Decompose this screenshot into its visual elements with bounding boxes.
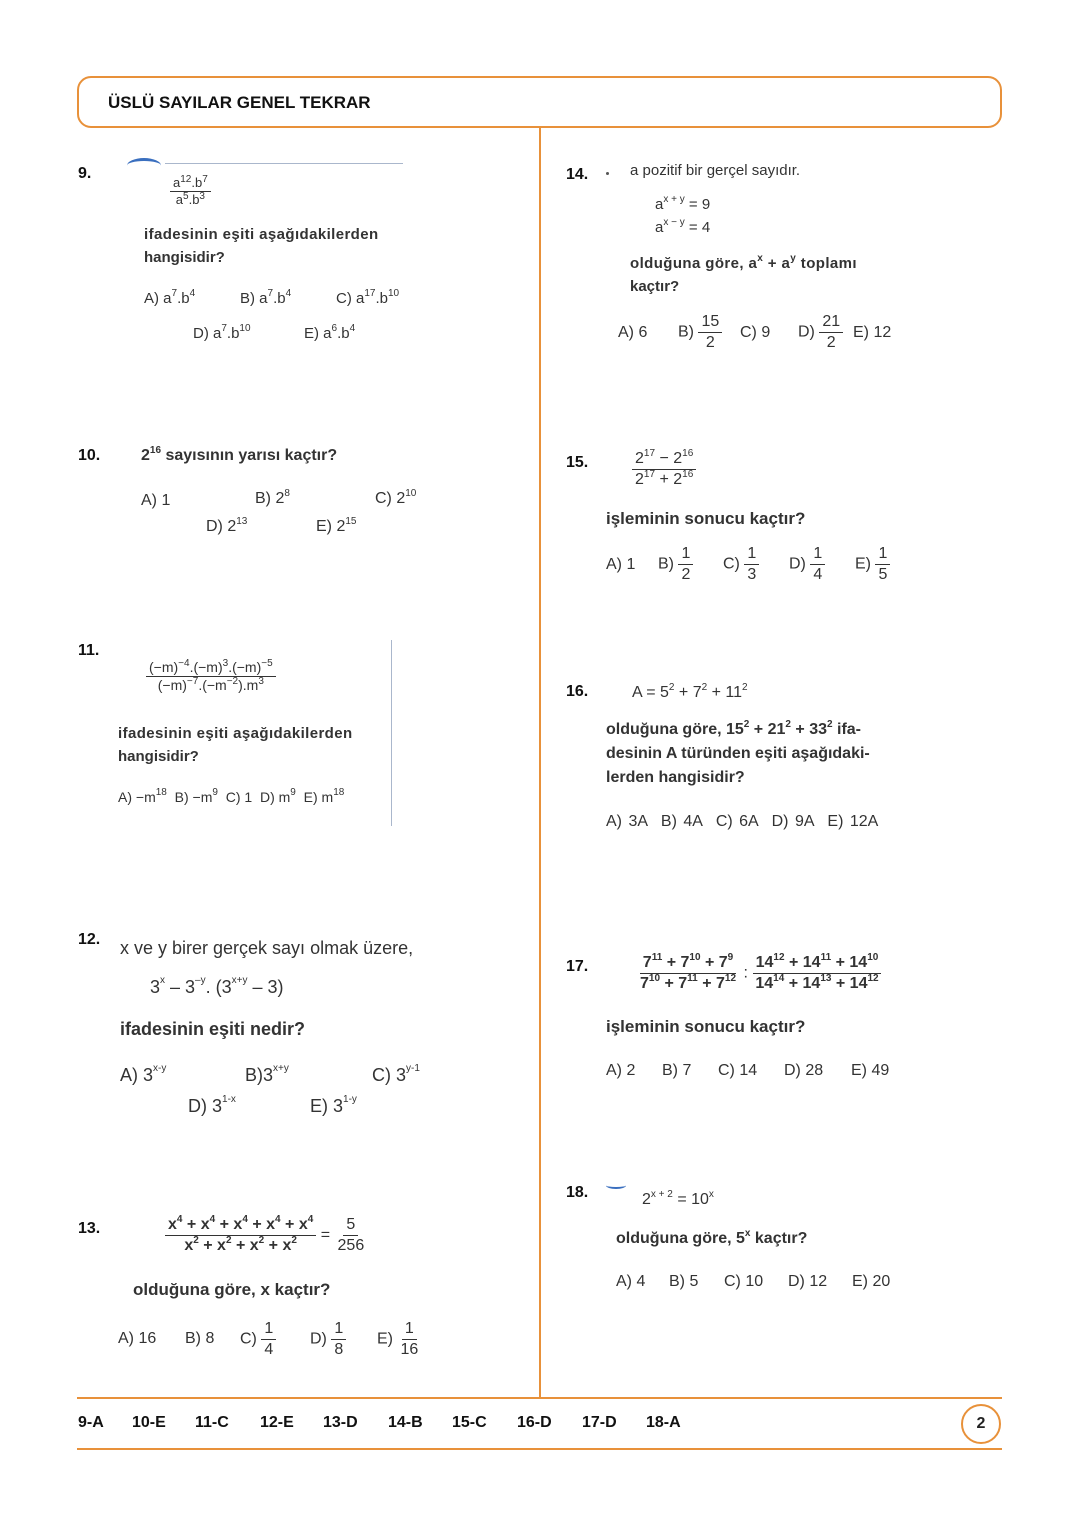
- q10-option-b[interactable]: B) $2^8$: [255, 488, 290, 507]
- q16-text3: lerden hangisidir?: [606, 769, 745, 786]
- bullet-dot: [606, 172, 609, 175]
- decorative-line: [165, 163, 403, 164]
- q9-option-d[interactable]: D) $a^7.b^{10}$: [193, 323, 251, 342]
- q9-option-e[interactable]: E) $a^6.b^4$: [304, 323, 356, 342]
- q13-expression: $\frac{x^4 + x^4 + x^4 + x^4 + x^4}{x^2 + x^2 + x^2 + x^2}$ = $\frac{5}{256}$: [165, 1216, 367, 1254]
- q15-option-a[interactable]: A) 1: [606, 556, 636, 573]
- answer-key-item: 12-E: [260, 1414, 294, 1431]
- q14-eq1: $a^{x + y} = 9$: [655, 194, 711, 213]
- q17-number: 17.: [566, 958, 589, 975]
- q12-option-d[interactable]: D) 3$^{1-x}$: [188, 1094, 236, 1116]
- q13-rhs-den: 256: [337, 1236, 365, 1254]
- answer-key-item: 17-D: [582, 1414, 617, 1431]
- q13-option-d[interactable]: D) $\frac{1}{8}$: [310, 1320, 346, 1358]
- q10-text: $2^{16}$ sayısının yarısı kaçtır?: [141, 445, 338, 464]
- q12-expression: $3^x - 3^{-y}$. $(3^{x+y} - 3)$: [150, 975, 284, 997]
- q11-option-c[interactable]: C) 1: [225, 789, 253, 805]
- answer-key-item: 9-A: [78, 1414, 104, 1431]
- q9-option-b[interactable]: B) $a^7.b^4$: [240, 288, 292, 307]
- q16-option-a[interactable]: A) 3A: [606, 813, 649, 830]
- q9-option-c[interactable]: C) $a^{17}.b^{10}$: [336, 288, 400, 307]
- q10-option-a[interactable]: A) 1: [141, 492, 171, 509]
- answer-key-item: 16-D: [517, 1414, 552, 1431]
- answer-key-item: 14-B: [388, 1414, 423, 1431]
- q14-question2: kaçtır?: [630, 278, 680, 295]
- q18-option-e[interactable]: E) 20: [852, 1273, 891, 1290]
- q17-option-e[interactable]: E) 49: [851, 1062, 890, 1079]
- q15-option-b[interactable]: B) $\frac{1}{2}$: [658, 545, 693, 583]
- q10-option-c[interactable]: C) $2^{10}$: [375, 488, 417, 507]
- page-number: 2: [961, 1404, 1001, 1444]
- q18-option-d[interactable]: D) 12: [788, 1273, 828, 1290]
- q16-option-d[interactable]: D) 9A: [771, 813, 815, 830]
- q11-number: 11.: [78, 642, 100, 659]
- q13-option-a[interactable]: A) 16: [118, 1330, 157, 1347]
- q18-number: 18.: [566, 1184, 589, 1201]
- q18-question: olduğuna göre, 5$^x$ kaçtır?: [616, 1228, 808, 1247]
- answer-key-item: 15-C: [452, 1414, 487, 1431]
- q9-option-a[interactable]: A) $a^7.b^4$: [144, 288, 196, 307]
- q11-option-e[interactable]: E) $m^{18}$: [303, 787, 345, 805]
- q11-option-d[interactable]: D) $m^9$: [259, 787, 296, 805]
- q16-eq: $A = 5^2 + 7^2 + 11^2$: [632, 682, 748, 701]
- q11-text2: hangisidir?: [118, 748, 199, 765]
- q18-option-a[interactable]: A) 4: [616, 1273, 646, 1290]
- q12-option-c[interactable]: C) 3$^{y-1}$: [372, 1063, 420, 1085]
- q18-option-b[interactable]: B) 5: [669, 1273, 699, 1290]
- q17-option-a[interactable]: A) 2: [606, 1062, 636, 1079]
- q17-expression: $\frac{7^{11} + 7^{10} + 7^9}{7^{10} + 7^{11} + 7^{12}}$ : $\frac{14^{12} + 14^{11} + 14^{10}}{14^{14} + 14^{13} + 14^{12}}$: [637, 954, 882, 992]
- q11-option-b[interactable]: $B) -m^9$: [174, 787, 218, 805]
- decorative-line: [391, 640, 392, 826]
- q17-option-c[interactable]: C) 14: [718, 1062, 758, 1079]
- q14-option-c[interactable]: C) 9: [740, 324, 771, 341]
- q14-eq2: $a^{x - y} = 4$: [655, 217, 711, 236]
- q16-option-b[interactable]: B) 4A: [660, 813, 703, 830]
- decorative-arc: [606, 1182, 626, 1189]
- q11-option-a[interactable]: $A) -m^{18}$: [118, 787, 167, 805]
- q13-option-e[interactable]: E) $\frac{1}{16}$: [377, 1320, 419, 1358]
- q11-options: [118, 789, 344, 805]
- q17-option-b[interactable]: B) 7: [662, 1062, 692, 1079]
- q15-option-c[interactable]: C) $\frac{1}{3}$: [723, 545, 759, 583]
- q12-number: 12.: [78, 931, 101, 948]
- q16-text1: olduğuna göre, $15^2 + 21^2 + 33^2$ ifa-: [606, 719, 861, 738]
- q9-text1: ifadesinin eşiti aşağıdakilerden: [144, 226, 379, 243]
- q14-question1: olduğuna göre, $a^x + a^y$ toplamı: [630, 253, 857, 272]
- q16-text2: desinin A türünden eşiti aşağıdaki-: [606, 745, 870, 762]
- q16-options: [606, 813, 878, 831]
- q12-text: x ve y birer gerçek sayı olmak üzere,: [120, 938, 414, 958]
- q13-number: 13.: [78, 1220, 101, 1237]
- q12-option-e[interactable]: E) 3$^{1-y}$: [310, 1094, 357, 1116]
- q14-option-b[interactable]: B) $\frac{15}{2}$: [678, 313, 722, 351]
- answer-key-item: 11-C: [195, 1414, 229, 1431]
- q16-number: 16.: [566, 683, 589, 700]
- q13-option-b[interactable]: B) 8: [185, 1330, 215, 1347]
- page-title: ÜSLÜ SAYILAR GENEL TEKRAR: [108, 93, 371, 112]
- q15-expression: $\frac{2^{17} - 2^{16}}{2^{17} + 2^{16}}$: [632, 450, 696, 488]
- answer-key-item: 10-E: [132, 1414, 166, 1431]
- q14-option-e[interactable]: E) 12: [853, 324, 892, 341]
- q9-expression: $\frac{a^{12}.b^7}{a^5.b^3}$: [170, 176, 211, 208]
- q13-question: olduğuna göre, x kaçtır?: [133, 1280, 331, 1299]
- q17-question: işleminin sonucu kaçtır?: [606, 1017, 806, 1036]
- q15-option-e[interactable]: E) $\frac{1}{5}$: [855, 545, 890, 583]
- q12-option-b[interactable]: $B)3^{x+y}$: [245, 1063, 289, 1085]
- q16-option-c[interactable]: C) 6A: [715, 813, 759, 830]
- q10-number: 10.: [78, 447, 101, 464]
- q9-number: 9.: [78, 165, 92, 182]
- q10-option-e[interactable]: E) $2^{15}$: [316, 516, 357, 535]
- q14-text: a pozitif bir gerçel sayıdır.: [630, 162, 801, 179]
- q12-option-a[interactable]: A) 3$^{x-y}$: [120, 1063, 167, 1085]
- q14-number: 14.: [566, 166, 589, 183]
- q13-option-c[interactable]: C) $\frac{1}{4}$: [240, 1320, 276, 1358]
- answer-key-item: 13-D: [323, 1414, 358, 1431]
- q11-expression: $\frac{(-m)^{-4}.(-m)^3.(-m)^{-5}}{(-m)^{-7}.(-m^{-2}).m^3}$: [146, 660, 276, 694]
- q9-text2: hangisidir?: [144, 249, 225, 266]
- q12-question: ifadesinin eşiti nedir?: [120, 1019, 306, 1039]
- q18-option-c[interactable]: C) 10: [724, 1273, 764, 1290]
- q15-option-d[interactable]: D) $\frac{1}{4}$: [789, 545, 825, 583]
- q11-text1: ifadesinin eşiti aşağıdakilerden: [118, 725, 353, 742]
- q15-number: 15.: [566, 454, 589, 471]
- q14-option-d[interactable]: D) $\frac{21}{2}$: [798, 313, 843, 351]
- answer-key-item: 18-A: [646, 1414, 681, 1431]
- q13-rhs-num: 5: [343, 1216, 358, 1236]
- q16-option-e[interactable]: E) 12A: [827, 813, 879, 830]
- q14-option-a[interactable]: A) 6: [618, 324, 648, 341]
- q17-option-d[interactable]: D) 28: [784, 1062, 824, 1079]
- q15-question: işleminin sonucu kaçtır?: [606, 509, 806, 528]
- footer-top-line: [77, 1397, 1002, 1399]
- q18-eq: $2^{x + 2} = 10^x$: [642, 1189, 714, 1208]
- q10-option-d[interactable]: D) $2^{13}$: [206, 516, 248, 535]
- footer-bottom-line: [77, 1448, 1002, 1450]
- decorative-arc: [127, 158, 161, 173]
- column-divider: [539, 128, 541, 1398]
